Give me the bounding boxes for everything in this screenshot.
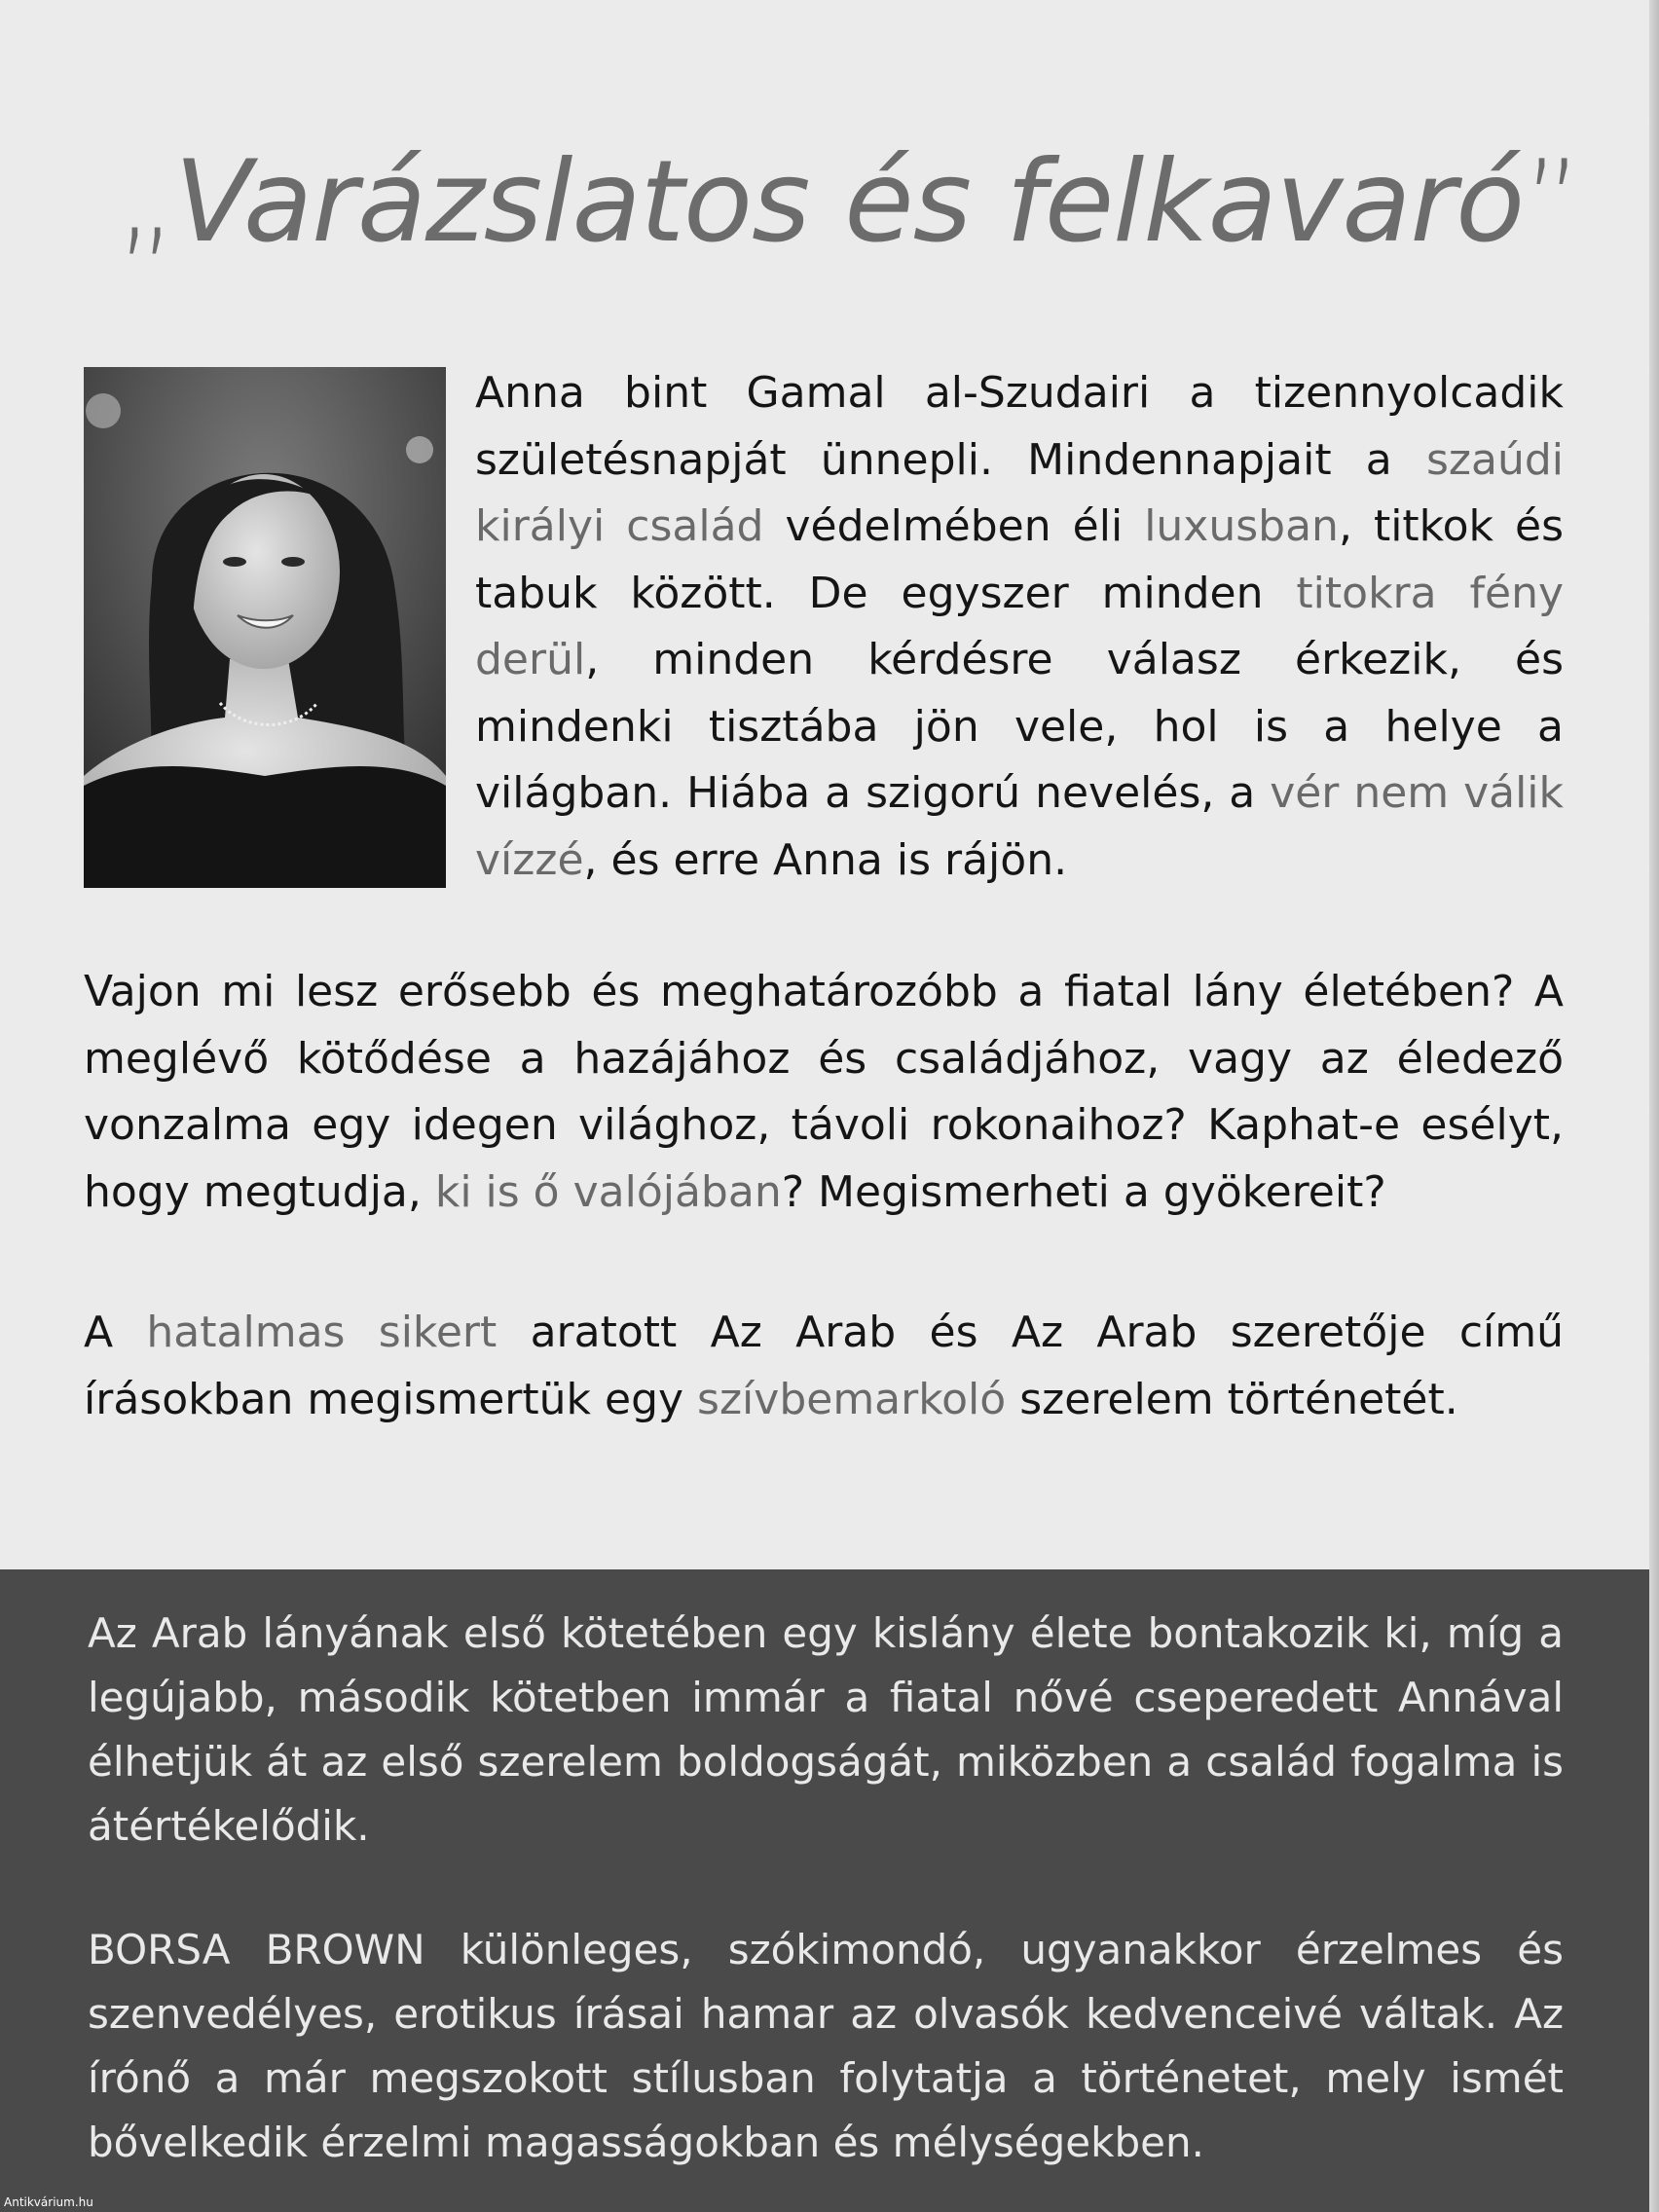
headline-close-quote: ” xyxy=(1524,136,1582,268)
author-description: BORSA BROWN különleges, szókimondó, ugyanakkor érzelmes és szenvedélyes, erotikus írásai hamar az olvasók kedvenceivé váltak. Az írónő a már megszokott stílusban folytatja a történetet, mely ismét bővelkedik érzelmi magasságokban és mélységekben. xyxy=(88,1926,1564,2166)
intro-text-2: védelmében éli xyxy=(763,501,1145,551)
headline-quote xyxy=(117,136,1582,268)
previous-highlight-1: hatalmas sikert xyxy=(146,1308,498,1357)
intro-highlight-3: titokra fény derül xyxy=(475,568,1564,684)
intro-highlight-1: szaúdi királyi család xyxy=(475,434,1564,551)
previous-text-1: A xyxy=(84,1308,147,1357)
question-text-2: ? Megismerheti a gyökereit? xyxy=(781,1166,1386,1217)
intro-text-5: , és erre Anna is rájön. xyxy=(583,834,1068,885)
author-photo xyxy=(84,367,446,888)
cover-edge xyxy=(1649,0,1659,2212)
previous-text-3: szerelem történetét. xyxy=(1006,1374,1458,1424)
series-description: Az Arab lányának első kötetében egy kislány élete bontakozik ki, míg a legújabb, második kötetben immár a fiatal nővé cseperedett Annával élhetjük át az első szerelem boldogságát, miközben a család fogalma is átértékelődik. xyxy=(88,1609,1564,1850)
headline-text: Varázslatos és felkavaró xyxy=(174,136,1525,268)
headline-open-quote: „ xyxy=(117,136,175,268)
intro-highlight-2: luxusban xyxy=(1144,501,1339,551)
previous-highlight-2: szívbemarkoló xyxy=(697,1374,1007,1424)
question-paragraph xyxy=(84,959,1564,1226)
intro-highlight-4: vér nem válik vízzé xyxy=(475,768,1565,885)
intro-paragraph xyxy=(475,360,1564,894)
question-text-1: Vajon mi lesz erősebb és meghatározóbb a fiatal lány életében? A meglévő kötődése a hazájához és családjához, vagy az éledező vonzalma egy idegen világhoz, távoli rokonaihoz? Kaphat-e esélyt, hogy megtudja, xyxy=(84,967,1564,1217)
previous-books-paragraph xyxy=(84,1300,1564,1433)
watermark: Antikvárium.hu xyxy=(4,2195,93,2209)
question-highlight-1: ki is ő valójában xyxy=(434,1166,782,1217)
intro-text-3: , titkok és tabuk között. De egyszer minden xyxy=(475,501,1564,618)
intro-text-1: Anna bint Gamal al-Szudairi a tizennyolcadik születésnapját ünnepli. Mindennapjait a xyxy=(475,368,1564,485)
previous-text-2: aratott Az Arab és Az Arab szeretője című írásokban megismertük egy xyxy=(84,1308,1564,1424)
intro-text-4: , minden kérdésre válasz érkezik, és mindenki tisztába jön vele, hol is a helye a világban. Hiába a szigorú nevelés, a xyxy=(475,635,1564,818)
author-portrait-icon xyxy=(84,367,446,888)
